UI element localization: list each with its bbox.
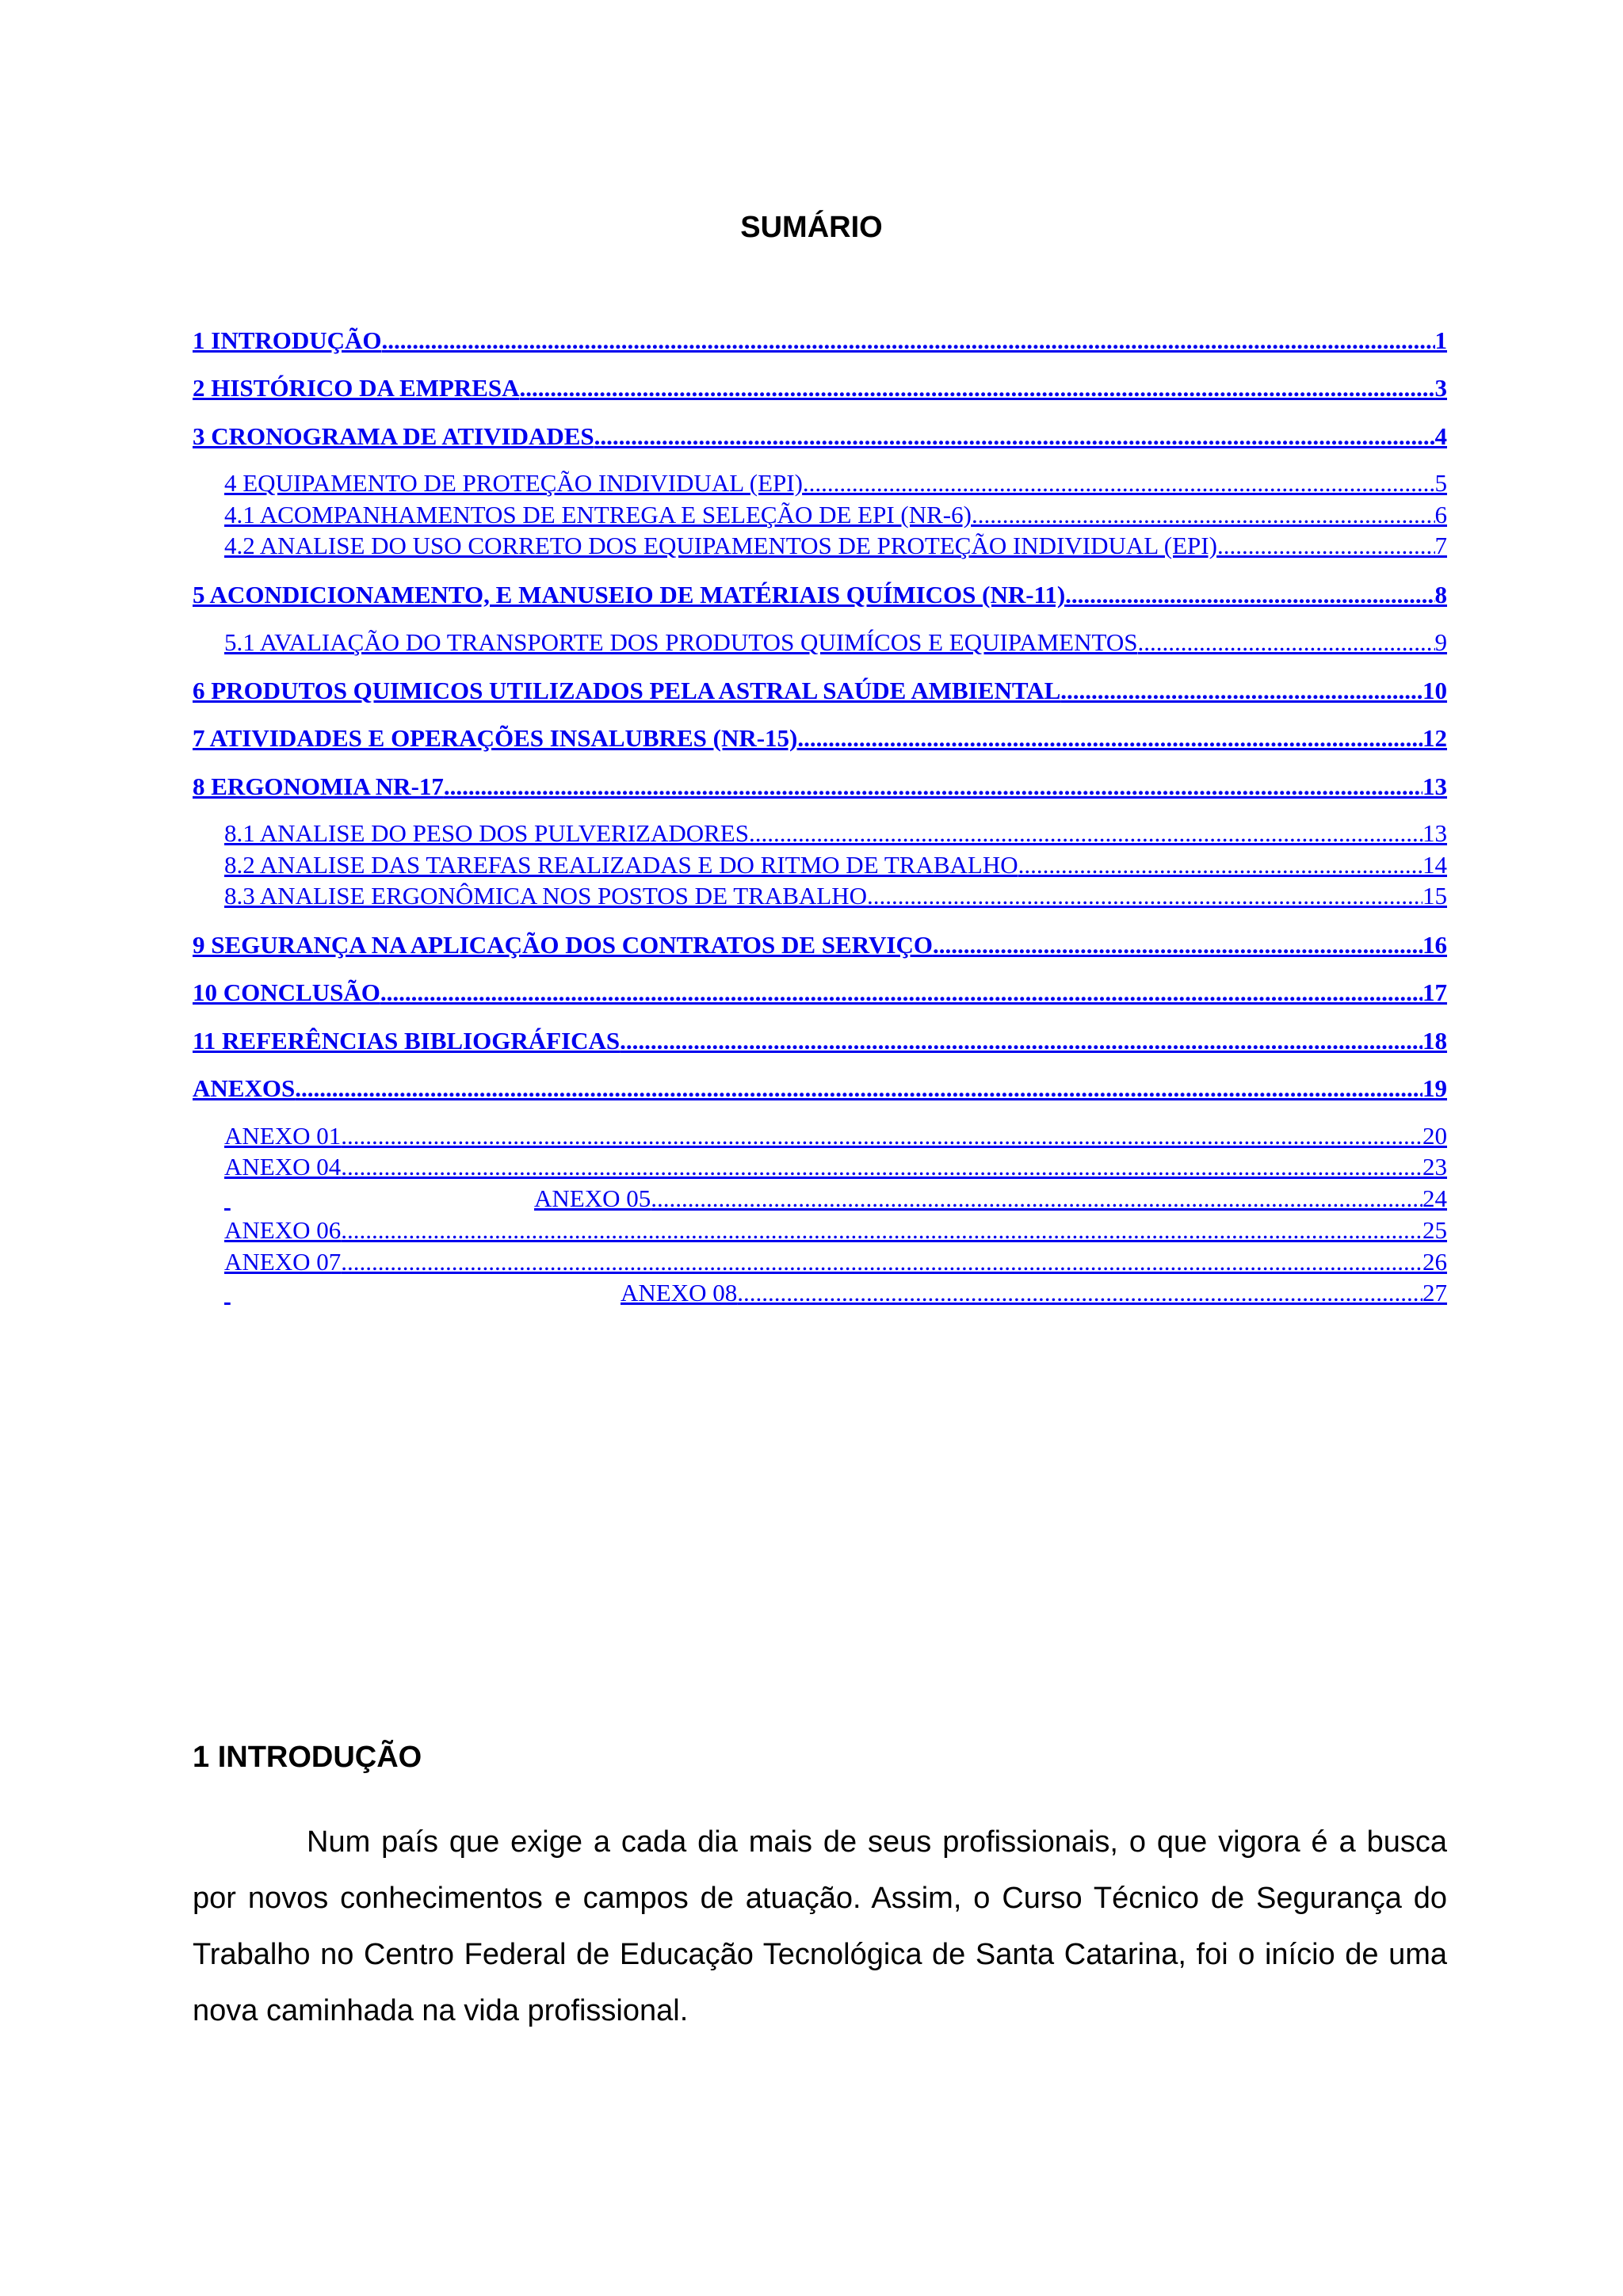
toc-dot-leader	[295, 1072, 1423, 1105]
toc-entry[interactable]	[193, 722, 1447, 755]
toc-dot-leader	[933, 929, 1423, 962]
toc-entry-label: 6 PRODUTOS QUIMICOS UTILIZADOS PELA ASTRAL SAÚDE AMBIENTAL	[193, 677, 1061, 704]
toc-entry-label: 5 ACONDICIONAMENTO, E MANUSEIO DE MATÉRIAIS QUÍMICOS (NR-11)	[193, 581, 1066, 608]
toc-entry-page-number: 20	[1423, 1122, 1447, 1150]
toc-dot-leader	[520, 372, 1435, 405]
toc-entry-label: 9 SEGURANÇA NA APLICAÇÃO DOS CONTRATOS DE SERVIÇO	[193, 931, 933, 959]
toc-entry[interactable]	[224, 1183, 1447, 1215]
toc-entry-page-number: 6	[1434, 501, 1447, 528]
toc-entry-page-number: 4	[1434, 422, 1447, 450]
toc-entry-page-number: 7	[1434, 532, 1447, 559]
toc-dot-leader	[803, 467, 1435, 499]
toc-entry[interactable]	[193, 372, 1447, 405]
toc-entry[interactable]	[193, 324, 1447, 357]
toc-entry-label: 1 INTRODUÇÃO	[193, 326, 382, 354]
toc-entry[interactable]	[224, 467, 1447, 499]
toc-entry-label: 4 EQUIPAMENTO DE PROTEÇÃO INDIVIDUAL (EPI)	[224, 469, 803, 497]
toc-entry-label: ANEXO 06	[224, 1216, 342, 1244]
toc-entry-page-number: 10	[1423, 677, 1447, 704]
toc-entry[interactable]	[224, 530, 1447, 562]
section-heading: 1 INTRODUÇÃO	[193, 1741, 422, 1774]
toc-entry[interactable]	[224, 499, 1447, 531]
toc-entry[interactable]	[193, 976, 1447, 1009]
toc-title: SUMÁRIO	[740, 211, 883, 244]
toc-entry-label: 4.1 ACOMPANHAMENTOS DE ENTREGA E SELEÇÃO DE EPI (NR-6)	[224, 501, 972, 528]
toc-entry-page-number: 17	[1423, 978, 1447, 1006]
toc-entry[interactable]	[224, 880, 1447, 912]
toc-entry-page-number: 13	[1423, 772, 1447, 800]
toc-entry-page-number: 18	[1423, 1027, 1447, 1055]
toc-entry[interactable]	[224, 818, 1447, 849]
toc-entry-label: 11 REFERÊNCIAS BIBLIOGRÁFICAS	[193, 1027, 621, 1055]
toc-entry[interactable]	[193, 929, 1447, 962]
toc-entry[interactable]	[193, 1024, 1447, 1058]
toc-entry-label: 8 ERGONOMIA NR-17	[193, 772, 444, 800]
toc-entry-indent	[224, 1277, 621, 1309]
toc-dot-leader	[1060, 674, 1423, 707]
toc-entry-label: 2 HISTÓRICO DA EMPRESA	[193, 374, 520, 402]
toc-entry-page-number: 27	[1423, 1279, 1447, 1306]
toc-entry-label: ANEXO 01	[224, 1122, 342, 1150]
toc-entry-label: 10 CONCLUSÃO	[193, 978, 380, 1006]
toc-entry[interactable]	[193, 420, 1447, 453]
toc-entry[interactable]	[193, 578, 1447, 612]
toc-entry-label: 5.1 AVALIAÇÃO DO TRANSPORTE DOS PRODUTOS QUIMÍCOS E EQUIPAMENTOS	[224, 628, 1138, 656]
toc-entry-page-number: 12	[1423, 724, 1447, 752]
toc-entry-label: ANEXO 07	[224, 1248, 342, 1276]
toc-dot-leader	[380, 976, 1423, 1009]
toc-dot-leader	[972, 499, 1435, 531]
toc-entry[interactable]	[224, 1215, 1447, 1246]
toc-entry-label: ANEXO 04	[224, 1153, 342, 1180]
toc-dot-leader	[594, 420, 1435, 453]
toc-dot-leader	[867, 880, 1423, 912]
toc-entry[interactable]	[224, 1277, 1447, 1309]
toc-entry-page-number: 26	[1423, 1248, 1447, 1276]
toc-dot-leader	[797, 722, 1423, 755]
toc-dot-leader	[1018, 849, 1423, 881]
toc-dot-leader	[341, 1246, 1423, 1278]
toc-entry-page-number: 15	[1423, 882, 1447, 910]
toc-entry-page-number: 9	[1434, 628, 1447, 656]
toc-entry-page-number: 16	[1423, 931, 1447, 959]
toc-entry-label: ANEXOS	[193, 1074, 296, 1102]
toc-entry-page-number: 3	[1434, 374, 1447, 402]
toc-dot-leader	[341, 1215, 1423, 1246]
toc-dot-leader	[341, 1151, 1423, 1183]
toc-entry-indent	[224, 1183, 534, 1215]
toc-dot-leader	[737, 1277, 1423, 1309]
toc-entry-label: 8.2 ANALISE DAS TAREFAS REALIZADAS E DO RITMO DE TRABALHO	[224, 851, 1018, 879]
toc-entry[interactable]	[224, 1151, 1447, 1183]
toc-entry[interactable]	[224, 1246, 1447, 1278]
toc-entry-label: ANEXO 05	[534, 1184, 651, 1212]
intro-paragraph: Num país que exige a cada dia mais de seus profissionais, o que vigora é a busca por novos conhecimentos e campos de atuação. Assim, o Curso Técnico de Segurança do Trabalho no Centro Federal de Educação Tecnológica de Santa Catarina, foi o início de uma nova caminhada na vida profissional.	[193, 1825, 1447, 2027]
toc-entry-page-number: 19	[1423, 1074, 1447, 1102]
toc-entry-page-number: 5	[1434, 469, 1447, 497]
toc-entry-page-number: 25	[1423, 1216, 1447, 1244]
toc-entry-page-number: 13	[1423, 819, 1447, 847]
toc-dot-leader	[444, 770, 1423, 803]
toc-entry-label: ANEXO 08	[621, 1279, 738, 1306]
toc-dot-leader	[620, 1024, 1423, 1058]
toc-dot-leader	[749, 818, 1423, 849]
toc-dot-leader	[1065, 578, 1434, 612]
toc-entry[interactable]	[193, 1072, 1447, 1105]
toc-dot-leader	[1217, 530, 1435, 562]
toc-entry-label: 4.2 ANALISE DO USO CORRETO DOS EQUIPAMENTOS DE PROTEÇÃO INDIVIDUAL (EPI)	[224, 532, 1217, 559]
toc-entry[interactable]	[224, 849, 1447, 881]
toc-entry[interactable]	[224, 1120, 1447, 1152]
toc-entry[interactable]	[224, 627, 1447, 658]
toc-entry-page-number: 24	[1423, 1184, 1447, 1212]
toc-dot-leader	[341, 1120, 1423, 1152]
toc-dot-leader	[382, 324, 1435, 357]
toc-entry-label: 3 CRONOGRAMA DE ATIVIDADES	[193, 422, 594, 450]
toc-entry[interactable]	[193, 674, 1447, 707]
toc-entry-label: 8.1 ANALISE DO PESO DOS PULVERIZADORES	[224, 819, 749, 847]
toc-entry-label: 8.3 ANALISE ERGONÔMICA NOS POSTOS DE TRABALHO	[224, 882, 867, 910]
toc-dot-leader	[1138, 627, 1435, 658]
toc-dot-leader	[651, 1183, 1423, 1215]
toc-entry-label: 7 ATIVIDADES E OPERAÇÕES INSALUBRES (NR-15)	[193, 724, 798, 752]
toc-entry-page-number: 1	[1434, 326, 1447, 354]
toc-entry-page-number: 8	[1434, 581, 1447, 608]
toc-entry-page-number: 23	[1423, 1153, 1447, 1180]
toc-entry-page-number: 14	[1423, 851, 1447, 879]
toc-entry[interactable]	[193, 770, 1447, 803]
